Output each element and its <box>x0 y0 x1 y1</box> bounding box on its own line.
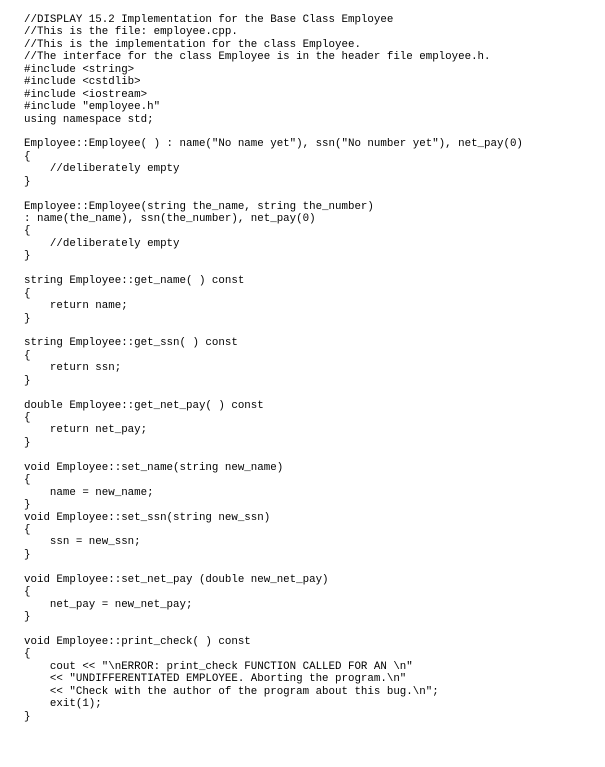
code-line: #include <cstdlib> <box>24 76 141 89</box>
code-line: } <box>24 175 31 188</box>
code-line: #include <string> <box>24 63 135 76</box>
code-line: //deliberately empty <box>24 163 180 176</box>
blank-line <box>24 126 594 138</box>
code-line: } <box>24 250 31 263</box>
code-line: } <box>24 436 31 449</box>
code-line: void Employee::print_check( ) const <box>24 635 251 648</box>
code-line: using namespace std; <box>24 113 154 126</box>
code-line: return net_pay; <box>24 424 148 437</box>
code-line: net_pay = new_net_pay; <box>24 598 193 611</box>
code-line: Employee::Employee(string the_name, string the_number) <box>24 200 374 213</box>
code-line: #include <iostream> <box>24 88 148 101</box>
code-listing <box>24 14 594 723</box>
blank-line <box>24 387 594 399</box>
code-line: } <box>24 710 31 723</box>
code-line: void Employee::set_net_pay (double new_net_pay) <box>24 573 329 586</box>
code-line: //The interface for the class Employee is in the header file employee.h. <box>24 51 491 64</box>
code-line: } <box>24 499 31 512</box>
code-line: double Employee::get_net_pay( ) const <box>24 399 264 412</box>
code-line: { <box>24 349 31 362</box>
blank-line <box>24 263 594 275</box>
blank-line <box>24 449 594 461</box>
code-line: exit(1); <box>24 698 102 711</box>
code-line: void Employee::set_name(string new_name) <box>24 461 284 474</box>
code-line: //This is the implementation for the class Employee. <box>24 38 361 51</box>
code-line: << "UNDIFFERENTIATED EMPLOYEE. Aborting the program.\n" <box>24 673 407 686</box>
code-line: { <box>24 412 31 424</box>
code-line: ssn = new_ssn; <box>24 536 141 549</box>
code-line: { <box>24 474 31 487</box>
code-line: } <box>24 611 31 623</box>
code-line: #include "employee.h" <box>24 101 161 114</box>
blank-line <box>24 561 594 573</box>
code-line: string Employee::get_name( ) const <box>24 275 245 288</box>
code-line: { <box>24 225 31 238</box>
code-line: { <box>24 150 31 163</box>
blank-line <box>24 188 594 200</box>
code-line: //This is the file: employee.cpp. <box>24 26 238 39</box>
code-line: void Employee::set_ssn(string new_ssn) <box>24 511 271 524</box>
code-line: Employee::Employee( ) : name("No name yet"), ssn("No number yet"), net_pay(0) <box>24 138 523 151</box>
blank-line <box>24 325 594 337</box>
code-line: { <box>24 648 31 661</box>
code-line: return name; <box>24 300 128 313</box>
code-line: } <box>24 374 31 387</box>
code-line: cout << "\nERROR: print_check FUNCTION CALLED FOR AN \n" <box>24 660 413 673</box>
code-line: name = new_name; <box>24 486 154 499</box>
code-line: { <box>24 523 31 536</box>
code-line: : name(the_name), ssn(the_number), net_pay(0) <box>24 213 316 225</box>
code-line: string Employee::get_ssn( ) const <box>24 337 238 350</box>
code-line: { <box>24 287 31 300</box>
blank-line <box>24 623 594 635</box>
code-line: //DISPLAY 15.2 Implementation for the Base Class Employee <box>24 14 394 26</box>
code-line: return ssn; <box>24 362 122 375</box>
code-line: << "Check with the author of the program about this bug.\n"; <box>24 685 439 698</box>
code-line: { <box>24 586 31 599</box>
code-line: } <box>24 548 31 561</box>
code-line: //deliberately empty <box>24 237 180 250</box>
code-line: } <box>24 312 31 325</box>
